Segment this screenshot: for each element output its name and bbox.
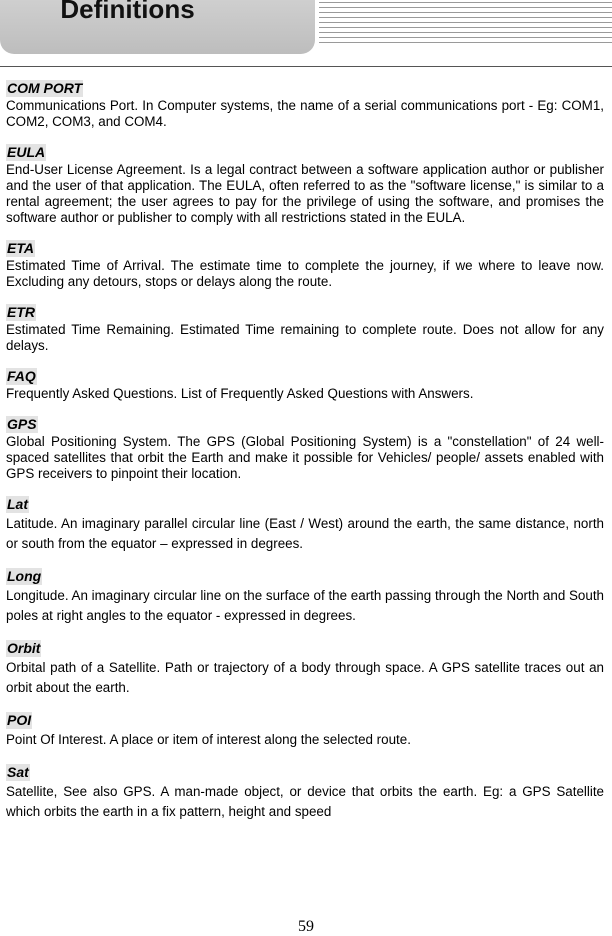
definition-gps: Global Positioning System. The GPS (Global Positioning System) is a "constellation" of 24 well-spaced satellites that orbit the Earth and make it possible for Vehicles/ people/ assets enabled with GPS receivers to pinpoint their location.	[6, 434, 604, 481]
definition-poi: Point Of Interest. A place or item of interest along the selected route.	[6, 732, 411, 747]
definition-eta: Estimated Time of Arrival. The estimate time to complete the journey, if we where to leave now. Excluding any detours, stops or delays along the route.	[6, 258, 604, 289]
term-faq: FAQ	[7, 368, 36, 384]
definition-faq: Frequently Asked Questions. List of Frequently Asked Questions with Answers.	[6, 386, 474, 401]
definitions-list	[6, 80, 604, 836]
term-com-port: COM PORT	[7, 80, 83, 96]
definition-entry-com-port	[6, 80, 604, 130]
definition-entry-gps	[6, 416, 604, 482]
term-poi: POI	[7, 712, 32, 728]
term-orbit: Orbit	[7, 640, 41, 656]
definition-entry-long	[6, 568, 604, 626]
definition-entry-orbit	[6, 640, 604, 698]
definition-entry-etr	[6, 304, 604, 354]
term-eta: ETA	[7, 240, 34, 256]
page-title: Definitions	[60, 0, 195, 24]
definition-entry-sat	[6, 764, 604, 822]
definition-lat: Latitude. An imaginary parallel circular line (East / West) around the earth, the same distance, north or south from the equator – expressed in degrees.	[6, 516, 604, 551]
definition-long: Longitude. An imaginary circular line on the surface of the earth passing through the North and South poles at right angles to the equator - expressed in degrees.	[6, 588, 604, 623]
definition-entry-eula	[6, 144, 604, 226]
header-decorative-lines	[319, 2, 612, 46]
term-etr: ETR	[7, 304, 35, 320]
term-eula: EULA	[7, 144, 46, 160]
definition-orbit: Orbital path of a Satellite. Path or trajectory of a body through space. A GPS satellite traces out an orbit about the earth.	[6, 660, 604, 695]
header-divider	[0, 66, 612, 67]
definition-entry-faq	[6, 368, 604, 402]
term-long: Long	[7, 568, 42, 584]
definition-etr: Estimated Time Remaining. Estimated Time remaining to complete route. Does not allow for any delays.	[6, 322, 604, 353]
term-gps: GPS	[7, 416, 37, 432]
definition-entry-lat	[6, 496, 604, 554]
header-tab	[0, 0, 315, 54]
page-number: 59	[298, 918, 314, 935]
term-lat: Lat	[7, 496, 28, 512]
term-sat: Sat	[7, 764, 29, 780]
definition-sat: Satellite, See also GPS. A man-made object, or device that orbits the earth. Eg: a GPS Satellite which orbits the earth in a fix pattern, height and speed	[6, 784, 604, 819]
definition-com-port: Communications Port. In Computer systems, the name of a serial communications port - Eg: COM1, COM2, COM3, and COM4.	[6, 98, 604, 129]
definition-entry-poi	[6, 712, 604, 750]
definition-eula: End-User License Agreement. Is a legal contract between a software application author or publisher and the user of that application. The EULA, often referred to as the "software license," is similar to a rental agreement; the user agrees to pay for the privilege of using the software, and promises the software author or publisher to comply with all restrictions stated in the EULA.	[6, 162, 604, 225]
definition-entry-eta	[6, 240, 604, 290]
